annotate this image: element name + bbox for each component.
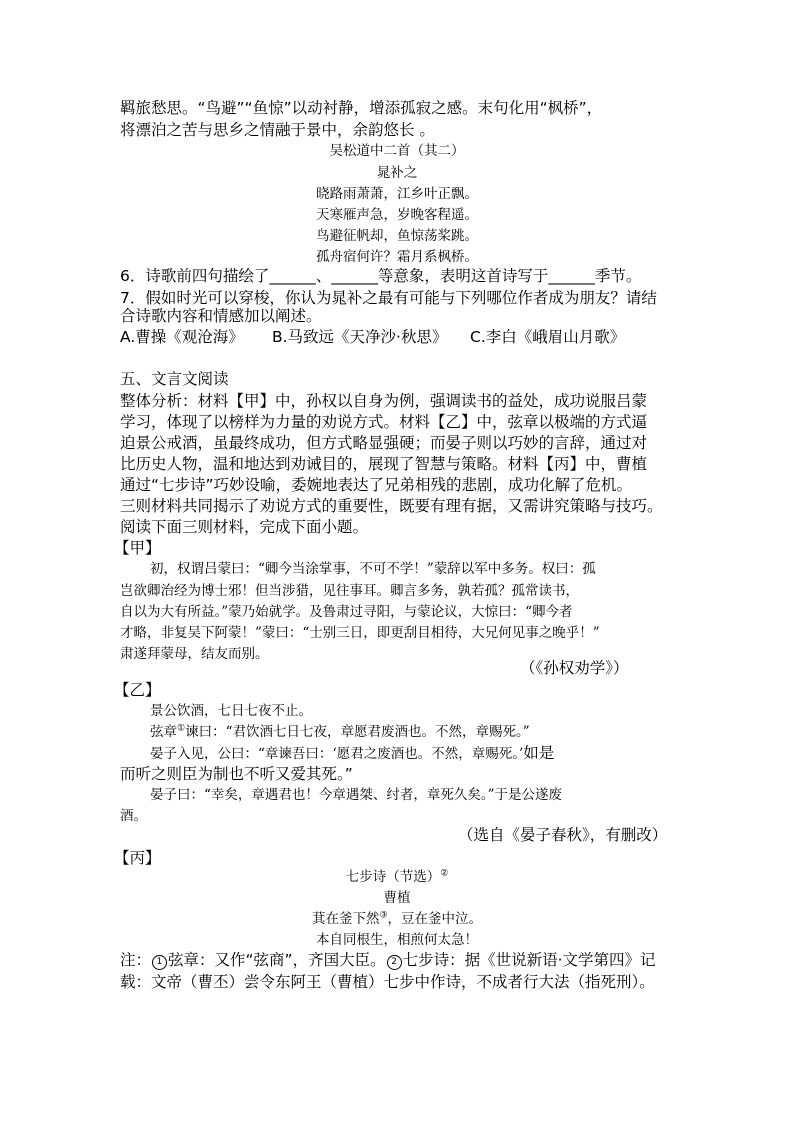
bing-title: [0, 867, 794, 887]
bing-author: 曹植: [383, 890, 411, 906]
note-number-2: 2: [387, 955, 402, 970]
notes-line-2: 载：文帝（曹丕）尝令东阿王（曹植）七步中作诗，不成者行大法（指死刑）。: [120, 973, 655, 991]
note-number-1: 1: [152, 955, 167, 970]
question-6: 6．诗歌前四句描绘了______、______等意象，表明这首诗写于______季节。: [120, 267, 642, 285]
poem-author: 晁补之: [376, 165, 418, 181]
material-yi-label: 【乙】: [114, 681, 161, 699]
bing-poem-line: 本自同根生，相煎何太急！: [316, 932, 478, 948]
intro-line-2: 将漂泊之苦与思乡之情融于景中，余韵悠长 。: [120, 121, 435, 139]
analysis-line: 比历史人物，温和地达到劝诫目的，展现了智慧与策略。材料【丙】中，曹植: [120, 455, 648, 473]
intro-line-1: 羁旅愁思。“鸟避”“鱼惊”以动衬静，增添孤寂之感。末句化用“枫桥”，: [120, 99, 603, 117]
poem-title: 吴松道中二首（其二）: [329, 143, 465, 159]
yi-text-line: [150, 722, 530, 742]
jia-text-line: 肃遂拜蒙母，结友而别。: [120, 646, 269, 662]
question-7-line-2: 合诗歌内容和情感加以阐述。: [120, 307, 322, 325]
jia-text-line: 自以为大有所益。”蒙乃始就学。及鲁肃过寻阳，与蒙论议，大惊曰：“卿今者: [120, 604, 573, 620]
jia-text-line: 初，权谓吕蒙曰：“卿今当涂掌事，不可不学！”蒙辞以军中多务。权曰：孤: [150, 561, 596, 577]
analysis-line: 通过“七步诗”巧妙设喻，委婉地表达了兄弟相残的悲剧，成功化解了危机。: [120, 476, 633, 494]
option-a: A.曹操《观沧海》: [120, 328, 244, 346]
option-b: B.马致远《天净沙·秋思》: [272, 328, 448, 346]
bing-poem-line: [0, 909, 794, 929]
footnote-ref-3: ③: [379, 910, 388, 921]
bing-text-segment: 萁在釜下然: [311, 911, 380, 927]
yi-source: （选自《晏子春秋》，有删改）: [458, 826, 668, 844]
poem-line-3: 鸟避征帆却，鱼惊荡桨跳。: [316, 228, 478, 244]
analysis-line: 迫景公戒酒，虽最终成功，但方式略显强硬；而晏子则以巧妙的言辞，通过对: [120, 434, 648, 452]
jia-source: （《孙权劝学》）: [520, 659, 629, 677]
footnote-ref-1: ①: [177, 723, 186, 734]
analysis-line: 整体分析：材料【甲】中，孙权以自身为例，强调读书的益处，成功说服吕蒙: [120, 392, 648, 410]
option-c: C.李白《峨眉山月歌》: [470, 328, 626, 346]
yi-text-line: [150, 743, 554, 764]
poem-line-2: 天寒雁声急，岁晚客程遥。: [316, 207, 478, 223]
yi-text-segment: 弦章: [150, 724, 177, 740]
yi-text-line: 景公饮酒，七日七夜不止。: [150, 703, 312, 719]
section-heading: 五、文言文阅读: [120, 370, 229, 388]
yi-text-segment: 如是: [523, 744, 555, 762]
material-bing-label: 【丙】: [114, 849, 161, 867]
footnote-ref-2: ②: [440, 868, 449, 879]
material-jia-label: 【甲】: [114, 539, 161, 557]
yi-text-line: 而听之则臣为制也不听又爱其死。”: [120, 765, 353, 783]
jia-text-line: 岂欲卿治经为博士邪！但当涉猎，见往事耳。卿言多务，孰若孤？孤常读书，: [120, 583, 579, 599]
note-text-2: 七步诗：据《世说新语·文学第四》记: [402, 951, 656, 969]
notes-line-1: [120, 950, 656, 970]
yi-text-line: 晏子曰：“幸矣，章遇君也！今章遇桀、纣者，章死久矣。”于是公遂废: [150, 787, 563, 803]
analysis-line: 学习，体现了以榜样为力量的劝说方式。材料【乙】中，弦章以极端的方式逼: [120, 413, 648, 431]
bing-text-segment: ，豆在釜中泣。: [387, 911, 483, 927]
jia-text-line: 才略，非复吴下阿蒙！”蒙曰：“士别三日，即更刮目相待，大兄何见事之晚乎！”: [120, 625, 600, 641]
yi-text-line: 酒。: [120, 808, 147, 824]
analysis-line: 三则材料共同揭示了劝说方式的重要性，既要有理有据，又需讲究策略与技巧。: [120, 497, 663, 515]
poem-line-4: 孤舟宿何许？霜月系枫桥。: [316, 249, 478, 265]
note-text-1: 弦章：又作“弦商”，齐国大臣。: [168, 951, 386, 969]
yi-text-segment: 晏子入见，公曰：“章谏吾曰：‘愿君之废酒也。不然，章赐死。’: [150, 746, 524, 762]
notes-prefix: 注：: [120, 951, 152, 969]
analysis-line: 阅读下面三则材料，完成下面小题。: [120, 518, 369, 536]
bing-title-text: 七步诗（节选）: [345, 869, 441, 885]
question-7-line-1: 7．假如时光可以穿梭，你认为晁补之最有可能与下列哪位作者成为朋友？请结: [120, 289, 657, 307]
yi-text-segment: 谏曰：“君饮酒七日七夜，章愿君废酒也。不然，章赐死。”: [185, 724, 530, 740]
poem-line-1: 晓路雨萧萧，江乡叶正飘。: [316, 186, 478, 202]
